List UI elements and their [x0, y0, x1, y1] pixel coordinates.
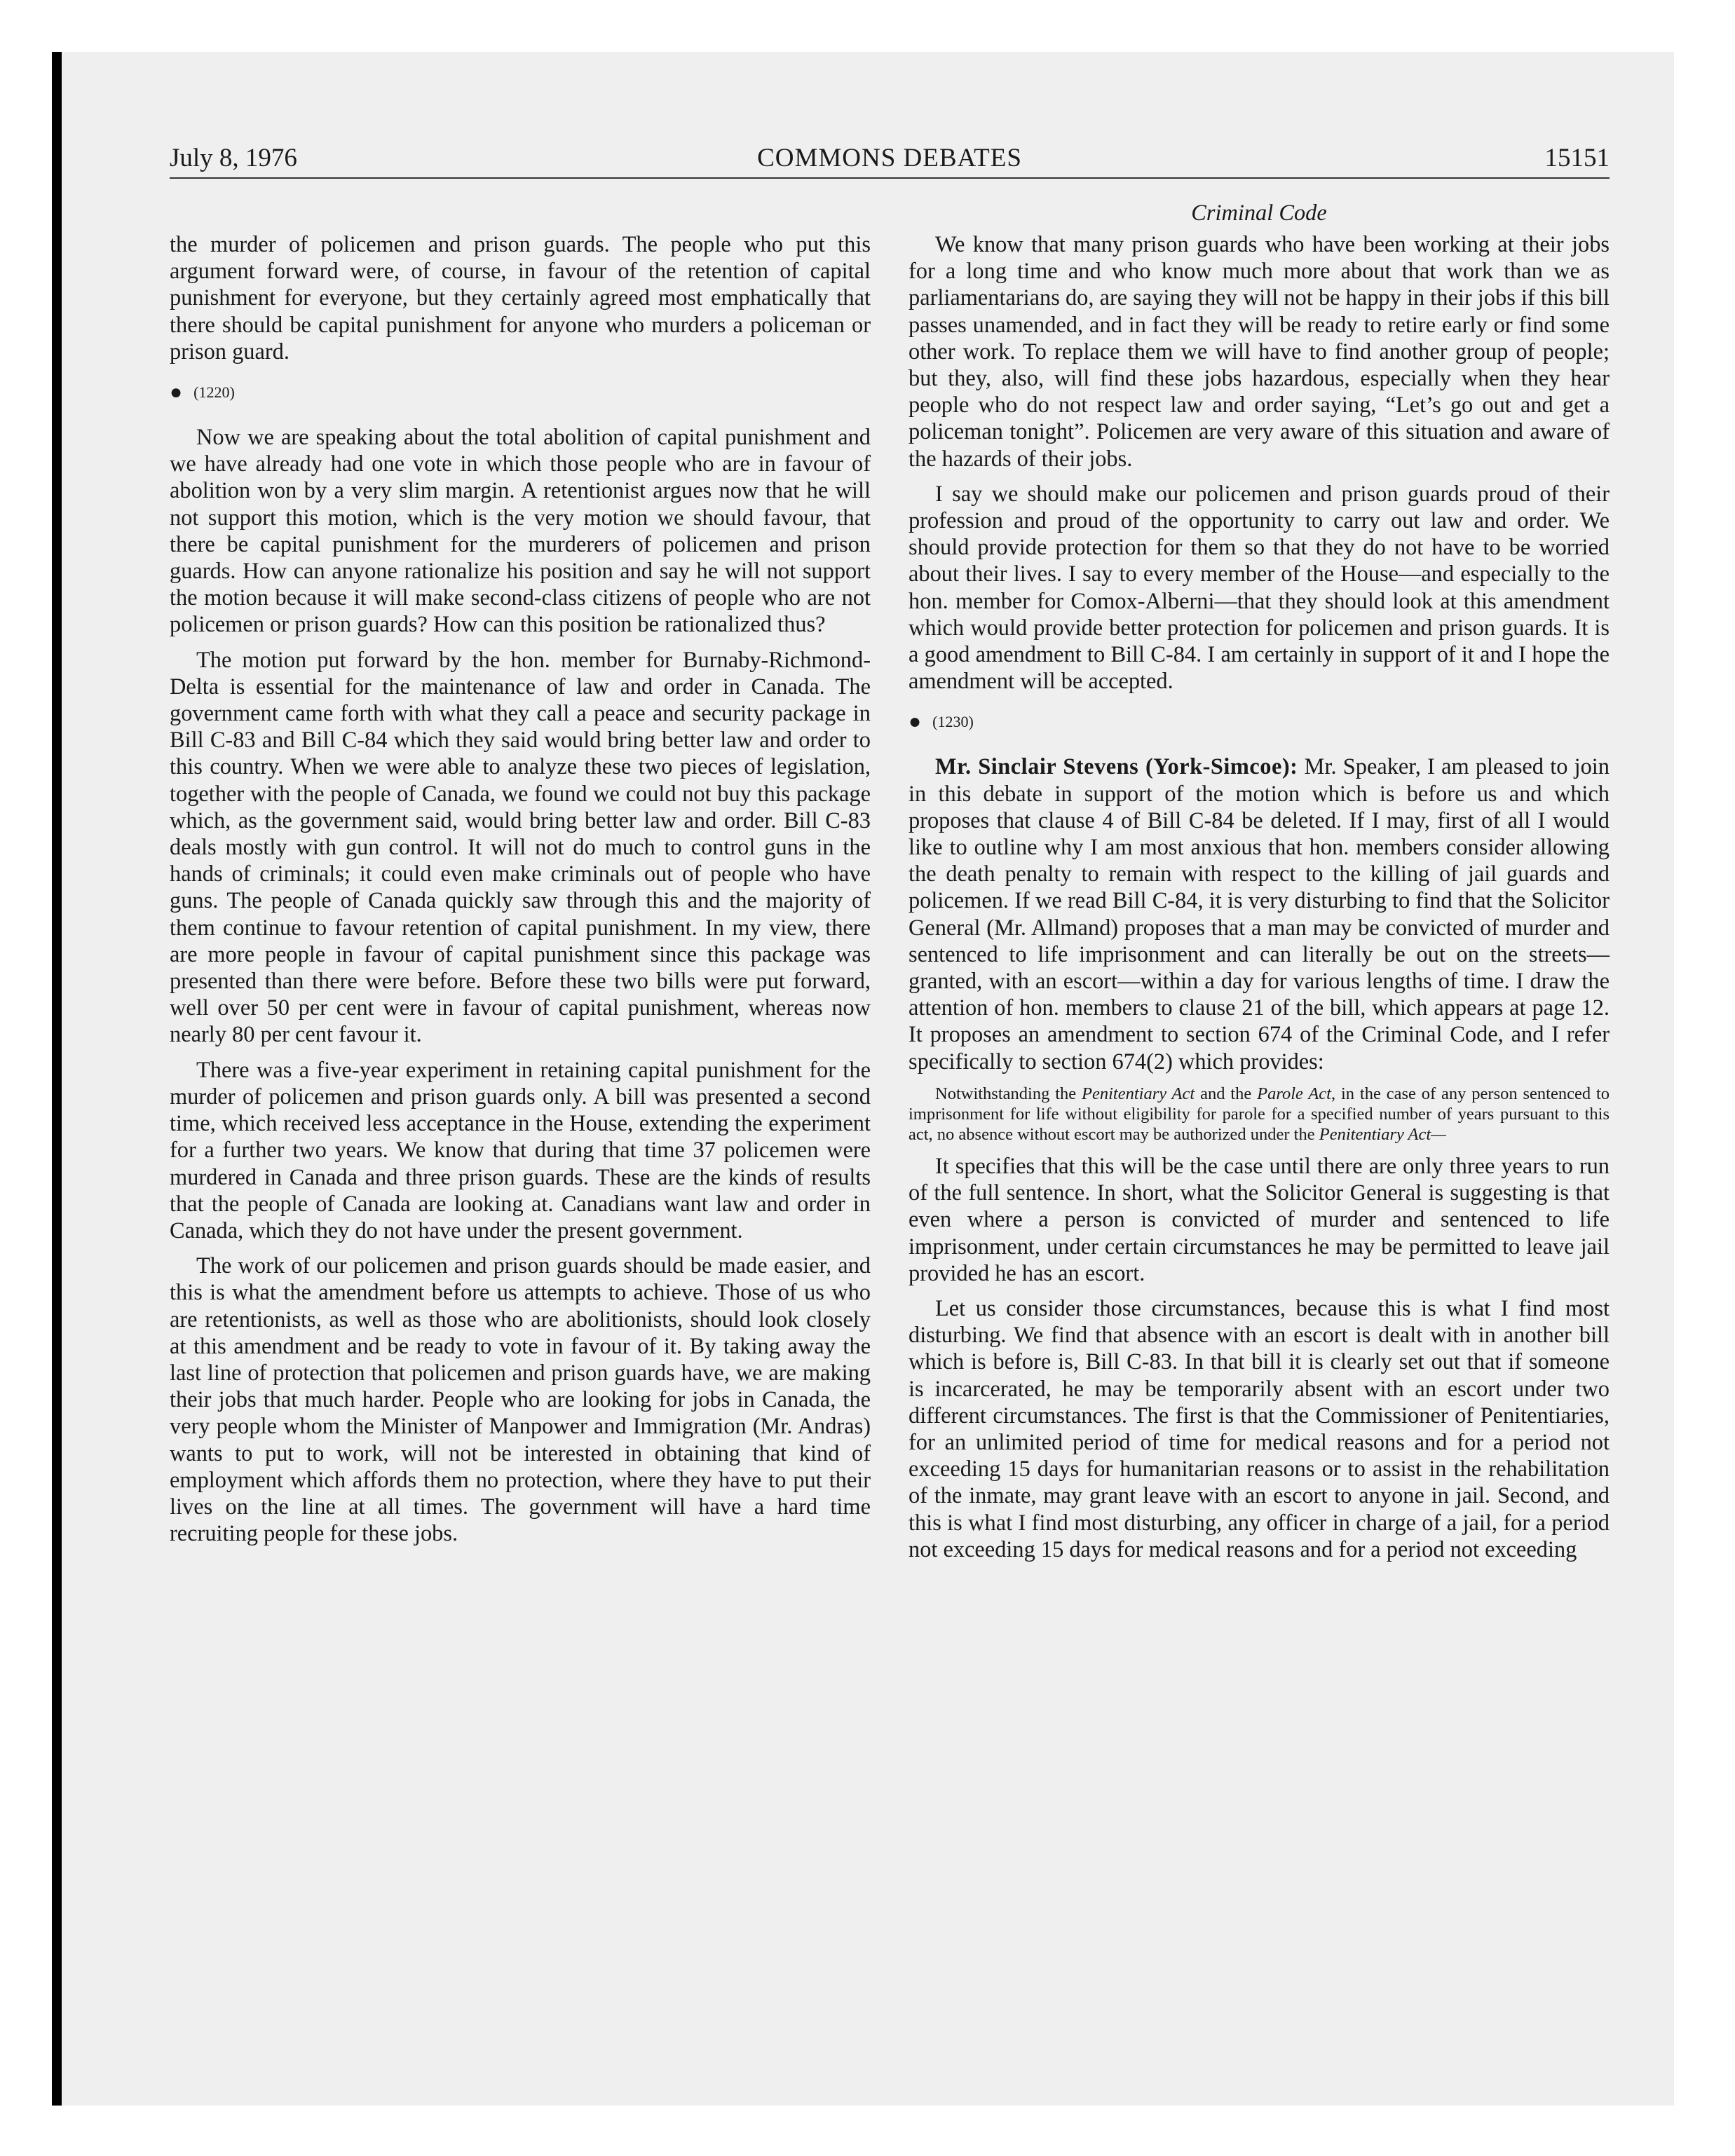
- block-quote: [909, 1084, 1610, 1145]
- header-date: July 8, 1976: [170, 144, 297, 172]
- paragraph: We know that many prison guards who have been working at their jobs for a long time and who know much more about that work than we as parliamentarians do, are saying they will not be happy in their jobs if this bill passes unamended, and in fact they will be ready to retire early or find some other work. To replace them we will have to find another group of people; but they, also, will find these jobs hazardous, especially when they hear people who do not respect law and order saying, “Let’s go out and get a policeman tonight”. Policemen are very aware of this situation and aware of the hazards of their jobs.: [909, 232, 1610, 472]
- quote-text: , in the case of any person sentenced to imprisonment for life without eligibility for parole for a specified number of years pursuant to this act, no absence without escort may be authorized under the: [909, 1084, 1610, 1144]
- speech-paragraph: [909, 753, 1610, 1074]
- paragraph: I say we should make our policemen and prison guards proud of their profession and proud of the opportunity to carry out law and order. We should provide protection for them so that they do not have to be worried about their lives. I say to every member of the House—and especially to the hon. member for Comox-Alberni—that they should look at this amendment which would provide better protection for policemen and prison guards. It is a good amendment to Bill C-84. I am certainly in support of it and I hope the amendment will be accepted.: [909, 481, 1610, 695]
- right-column: [909, 199, 1610, 1571]
- paragraph: It specifies that this will be the case until there are only three years to run of the full sentence. In short, what the Solicitor General is suggesting is that even where a person is convicted of murder and sentenced to life imprisonment, under certain circumstances he may be permitted to leave jail provided he has an escort.: [909, 1153, 1610, 1286]
- paragraph: The work of our policemen and prison guards should be made easier, and this is what the amendment before us attempts to achieve. Those of us who are retentionists, as well as those who are abolitionists, should look closely at this amendment and be ready to vote in favour of it. By taking away the last line of protection that policemen and prison guards have, we are making their jobs that much harder. People who are looking for jobs in Canada, the very people whom the Minister of Manpower and Immigration (Mr. Andras) wants to put to work, will not be interested in obtaining that kind of employment which affords them no protection, where they have to put their lives on the line at all times. The government will have a hard time recruiting people for these jobs.: [170, 1253, 871, 1547]
- quote-act-title: Parole Act: [1257, 1084, 1331, 1103]
- quote-act-title: Penitentiary Act: [1082, 1084, 1195, 1103]
- page-header: [170, 142, 1610, 179]
- header-title: COMMONS DEBATES: [757, 144, 1022, 172]
- quote-act-title: Penitentiary Act—: [1319, 1124, 1446, 1144]
- time-marker: [170, 382, 871, 403]
- speech-text: Mr. Speaker, I am pleased to join in this debate in support of the motion which is before us and which proposes that clause 4 of Bill C-84 be deleted. If I may, first of all I would like to outline why I am most anxious that hon. members consider allowing the death penalty to remain with respect to the killing of jail guards and policemen. If we read Bill C-84, it is very disturbing to find that the Solicitor General (Mr. Allmand) proposes that a man may be convicted of murder and sentenced to life imprisonment and can literally be out on the streets—granted, with an escort—within a day for various lengths of time. I draw the attention of hon. members to clause 21 of the bill, which appears at page 12. It proposes an amendment to section 674 of the Criminal Code, and I refer specifically to section 674(2) which provides:: [909, 754, 1610, 1074]
- bullet-icon: ●: [909, 710, 922, 734]
- speaker-name: Mr. Sinclair Stevens (York-Simcoe):: [935, 754, 1298, 780]
- header-page-number: 15151: [1544, 144, 1610, 172]
- left-column: [170, 231, 871, 1555]
- paragraph: the murder of policemen and prison guards. The people who put this argument forward were, of course, in favour of the retention of capital punishment for everyone, but they certainly agreed most emphatically that there should be capital punishment for anyone who murders a policeman or prison guard.: [170, 232, 871, 364]
- paragraph: The motion put forward by the hon. member for Burnaby-Richmond-Delta is essential for the maintenance of law and order in Canada. The government came forth with what they call a peace and security package in Bill C-83 and Bill C-84 which they said would bring better law and order to this country. When we were able to analyze these two pieces of legislation, together with the people of Canada, we found we could not buy this package which, as the government said, would bring better law and order. Bill C-83 deals mostly with gun control. It will not do much to control guns in the hands of criminals; it could even make criminals out of people who have guns. The people of Canada quickly saw through this and the majority of them continue to favour retention of capital punishment. In my view, there are more people in favour of capital punishment since this package was presented than there were before. Before these two bills were put forward, well over 50 per cent were in favour of capital punishment, whereas now nearly 80 per cent favour it.: [170, 647, 871, 1048]
- section-title: Criminal Code: [1191, 200, 1327, 226]
- bullet-icon: ●: [170, 381, 183, 404]
- paragraph: There was a five-year experiment in retaining capital punishment for the murder of policemen and prison guards only. A bill was presented a second time, which received less acceptance in the House, extending the experiment for a further two years. We know that during that time 37 policemen were murdered in Canada and three prison guards. These are the kinds of results that the people of Canada are looking at. Canadians want law and order in Canada, which they do not have under the present government.: [170, 1057, 871, 1243]
- paragraph: Let us consider those circumstances, because this is what I find most disturbing. We find that absence with an escort is dealt with in another bill which is before is, Bill C-83. In that bill it is clearly set out that if someone is incarcerated, he may be temporarily absent with an escort under two different circumstances. The first is that the Commissioner of Penitentiaries, for an unlimited period of time for medical reasons and for a period not exceeding 15 days for humanitarian reasons or to assist in the rehabilitation of the inmate, may grant leave with an escort to anyone in jail. Second, and this is what I find most disturbing, any officer in charge of a jail, for a period not exceeding 15 days for medical reasons and for a period not exceeding: [909, 1295, 1610, 1562]
- time-marker-label: (1230): [932, 713, 974, 731]
- scan-edge: [52, 52, 62, 2106]
- time-marker-label: (1220): [193, 383, 235, 402]
- quote-text: Notwithstanding the: [935, 1084, 1082, 1103]
- time-marker: [909, 711, 1610, 732]
- paragraph: Now we are speaking about the total abolition of capital punishment and we have already had one vote in which those people who are in favour of abolition won by a very slim margin. A retentionist argues now that he will not support this motion, which is the very motion we should favour, that there be capital punishment for the murderers of policemen and prison guards. How can anyone rationalize his position and say he will not support the motion because it will make second-class citizens of people who are not policemen or prison guards? How can this position be rationalized thus?: [170, 425, 871, 638]
- quote-text: and the: [1195, 1084, 1258, 1103]
